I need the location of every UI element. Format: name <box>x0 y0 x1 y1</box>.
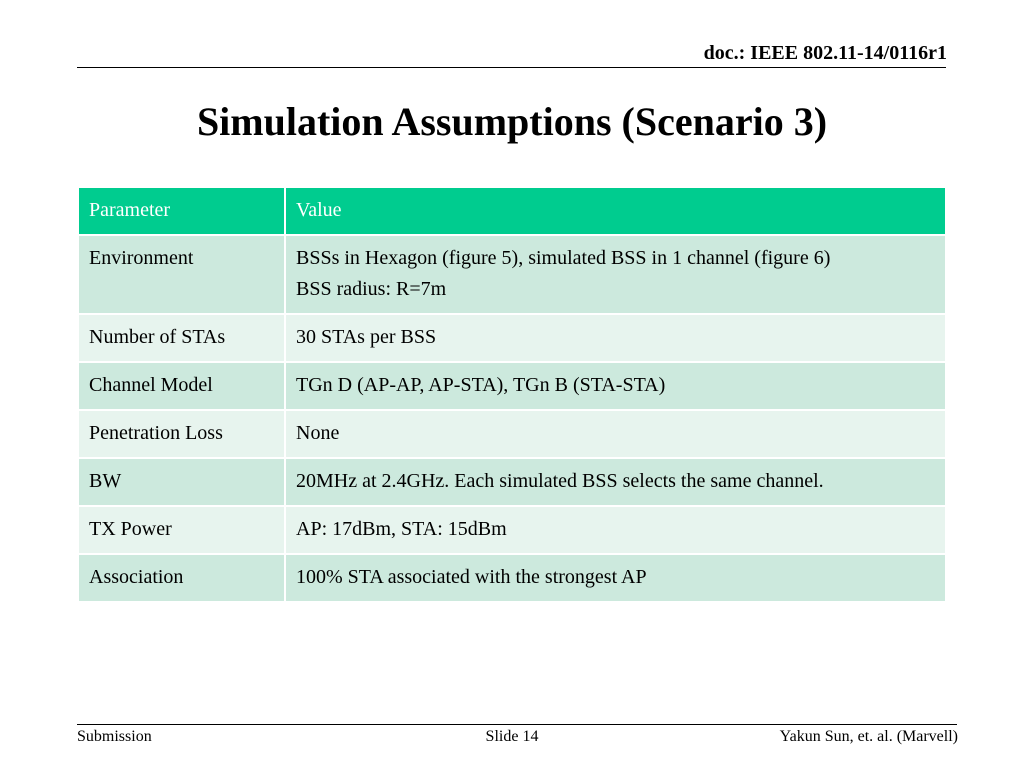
slide-title: Simulation Assumptions (Scenario 3) <box>196 99 828 144</box>
simulation-parameters-table <box>77 186 947 603</box>
parameter-cell: Channel Model <box>78 362 285 410</box>
parameter-cell: Number of STAs <box>78 314 285 362</box>
value-cell <box>285 458 946 506</box>
value-line: TGn D (AP-AP, AP-STA), TGn B (STA-STA) <box>296 374 666 396</box>
value-cell <box>285 554 946 602</box>
table-row <box>78 235 946 314</box>
value-line: 100% STA associated with the strongest AP <box>296 566 647 588</box>
parameter-cell: BW <box>78 458 285 506</box>
value-line: BSSs in Hexagon (figure 5), simulated BSS in 1 channel (figure 6) <box>296 247 831 269</box>
parameter-cell: TX Power <box>78 506 285 554</box>
footer-author: Yakun Sun, et. al. (Marvell) <box>779 728 958 745</box>
value-cell <box>285 506 946 554</box>
column-header-parameter: Parameter <box>78 187 285 235</box>
value-line: BSS radius: R=7m <box>296 278 447 300</box>
table-header-row <box>78 187 946 235</box>
header-divider <box>77 67 946 68</box>
table-row <box>78 314 946 362</box>
value-cell <box>285 362 946 410</box>
value-line: None <box>296 422 340 444</box>
footer-slide-number: Slide 14 <box>485 728 539 745</box>
table-row <box>78 458 946 506</box>
table-row <box>78 410 946 458</box>
table-row <box>78 554 946 602</box>
value-cell <box>285 410 946 458</box>
value-line: 30 STAs per BSS <box>296 326 437 348</box>
document-id: doc.: IEEE 802.11-14/0116r1 <box>703 42 947 64</box>
footer-submission: Submission <box>77 728 152 745</box>
parameter-cell: Association <box>78 554 285 602</box>
table-row <box>78 362 946 410</box>
footer-divider <box>77 724 957 725</box>
parameter-cell: Penetration Loss <box>78 410 285 458</box>
value-cell <box>285 235 946 314</box>
column-header-value: Value <box>285 187 946 235</box>
value-line: AP: 17dBm, STA: 15dBm <box>296 518 507 540</box>
value-line: 20MHz at 2.4GHz. Each simulated BSS selects the same channel. <box>296 470 824 492</box>
parameter-cell: Environment <box>78 235 285 314</box>
value-cell <box>285 314 946 362</box>
table-row <box>78 506 946 554</box>
